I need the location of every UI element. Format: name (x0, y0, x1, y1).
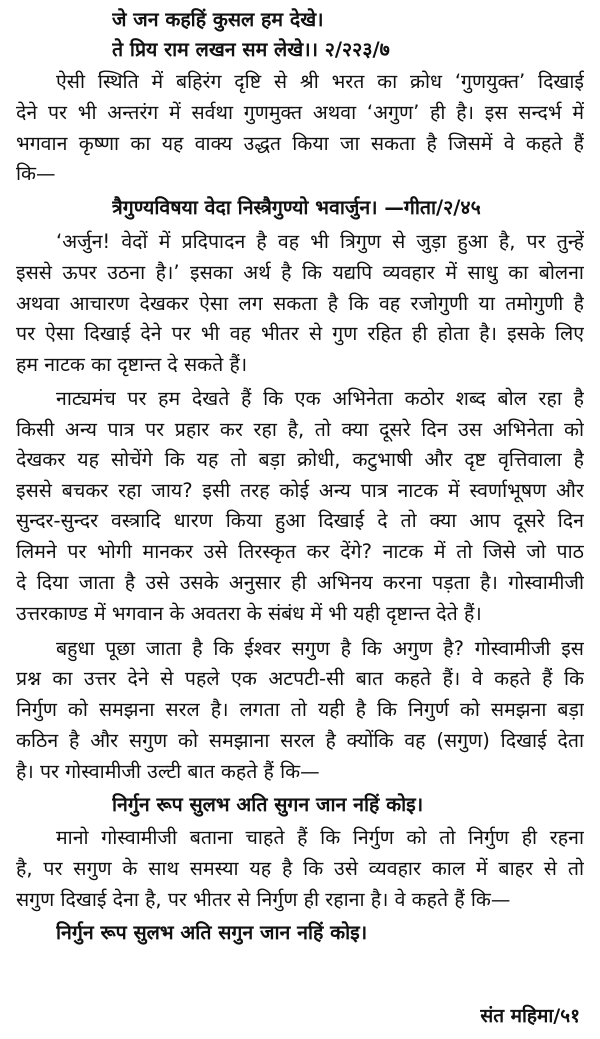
verse1-line1: जे जन कहहिं कुसल हम देखे। (112, 8, 324, 31)
para1-line3: भगवान कृष्णा का यह वाक्य उद्धत किया जा सकता है जिसमें वे कहते हैं (16, 132, 584, 155)
para2-line5: हम नाटक का दृष्टान्त दे सकते हैं। (16, 353, 248, 376)
para4-line3: निर्गुण को समझना सरल है। लगता तो यही है कि निगुर्ण को समझना बड़ा (16, 698, 584, 721)
para2-line4: पर ऐसा दिखाई देने पर भी वह भीतर से गुण रहित ही होता है। इसके लिए (16, 322, 584, 345)
para4-line2: प्रश्न का उत्तर देने से पहले एक अटपटी-सी बात कहते हैं। वे कहते हैं कि (16, 667, 584, 690)
para3-line5: सुन्दर-सुन्दर वस्त्रादि धारण किया हुआ दिखाई दे तो क्या आप दूसरे दिन (16, 509, 584, 532)
para3-line8: उत्तरकाण्ड में भगवान के अवतरा के संबंध में भी यही दृष्टान्त देते हैं। (16, 602, 482, 625)
para1-line1: ऐसी स्थिति में बहिरंग दृष्टि से श्री भरत का क्रोध ‘गुणयुक्त’ दिखाई (56, 70, 584, 93)
para4-line1: बहुधा पूछा जाता है कि ईश्वर सगुण है कि अगुण है? गोस्वामीजी इस (56, 637, 584, 660)
para3-line7: दे दिया जाता है उसे उसके अनुसार ही अभिनय करना पड़ता है। गोस्वामीजी (16, 571, 584, 594)
para3-line3: देखकर यह सोचेंगे कि यह तो बड़ा क्रोधी, कटुभाषी और दृष्ट वृत्तिवाला है (16, 448, 584, 471)
para3-line6: लिमने पर भोगी मानकर उसे तिरस्कृत कर देंगे? नाटक में तो जिसे जो पाठ (16, 540, 584, 563)
para5-line2: है, पर सगुण के साथ समस्या यह है कि उसे व्यवहार काल में बाहर से तो (16, 857, 584, 880)
para4-line5: है। पर गोस्वामीजी उल्टी बात कहते हैं कि— (16, 760, 320, 783)
page-footer: संत महिमा/५१ (480, 1005, 580, 1027)
para1-line4: कि— (16, 162, 56, 185)
verse2: निर्गुन रूप सुलभ अति सुगन जान नहिं कोइ। (112, 793, 424, 816)
para3-line4: इससे बचकर रहा जाय? इसी तरह कोई अन्य पात्र नाटक में स्वर्णाभूषण और (16, 479, 584, 502)
para5-line1: मानो गोस्वामीजी बताना चाहते हैं कि निर्गुण को तो निर्गुण ही रहना (56, 826, 584, 849)
para3-line1: नाट्यमंच पर हम देखते हैं कि एक अभिनेता कठोर शब्द बोल रहा है (56, 387, 584, 410)
para1-line2: देने पर भी अन्तरंग में सर्वथा गुणमुक्त अथवा ‘अगुण’ ही है। इस सन्दर्भ में (16, 101, 584, 124)
para5-line3: सगुण दिखाई देना है, पर भीतर से निर्गुण ही रहाना है। वे कहते हैं कि— (16, 888, 511, 911)
para2-line2: इससे ऊपर उठना है।’ इसका अर्थ है कि यद्यपि व्यवहार में साधु का बोलना (16, 261, 584, 284)
para2-line1: ‘अर्जुन! वेदों में प्रदिपादन है वह भी त्रिगुण से जुड़ा हुआ है, पर तुन्हें (56, 230, 584, 253)
verse1-line2: ते प्रिय राम लखन सम लेखे।। २/२२३/७ (112, 38, 390, 61)
verse3: निर्गुन रूप सुलभ अति सगुन जान नहिं कोइ। (56, 921, 368, 944)
para4-line4: कठिन है और सगुण को समझाना सरल है क्योंकि वह (सगुण) दिखाई देता (16, 729, 584, 752)
para3-line2: किसी अन्य पात्र पर प्रहार कर रहा है, तो क्या दूसरे दिन उस अभिनेता को (16, 418, 584, 441)
gita-quote: त्रैगुण्यविषया वेदा निस्त्रैगुण्यो भवार्जुन। —गीता/२/४५ (112, 196, 481, 219)
para2-line3: अथवा आचारण देखकर ऐसा लग सकता है कि वह रजोगुणी या तमोगुणी है (16, 292, 584, 315)
